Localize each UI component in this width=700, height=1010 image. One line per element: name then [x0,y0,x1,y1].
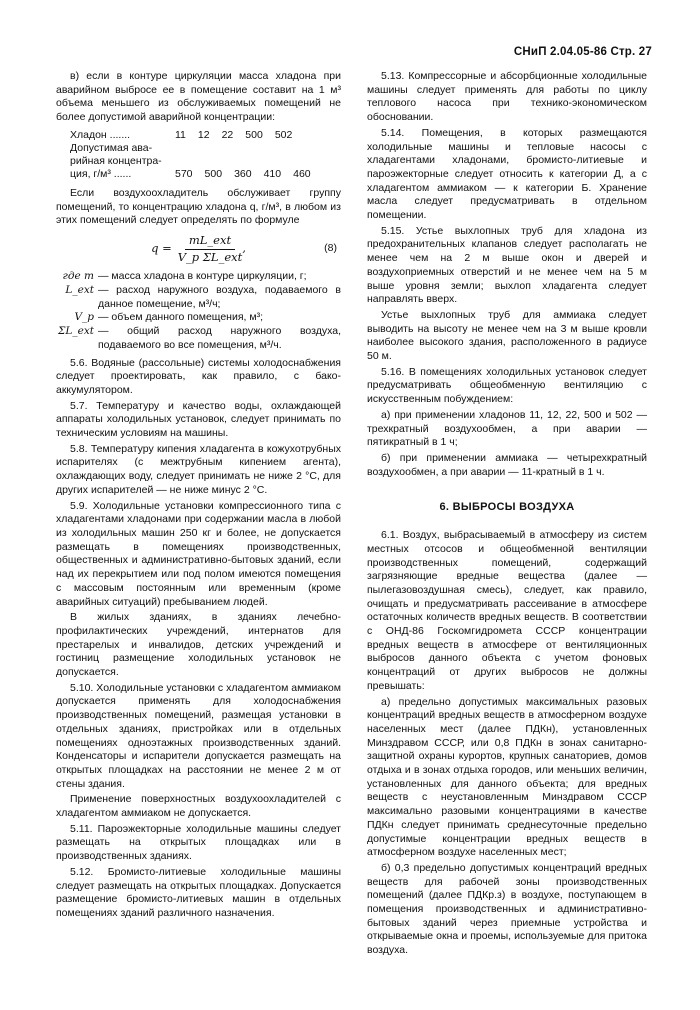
definition-symbol: ΣL_ext [57,325,94,338]
left-column [56,70,341,923]
table-row [70,168,341,181]
clause-5-14: 5.14. Помещения, в которых размещаются холодильные машины и тепловые насосы с хладагентами хладонами, бромисто-литиевые и пароэжекторные следует относить к категории Д, а с хладагентом аммиаком — к категории Б. Хранение масла следует предусматривать в отдельном помещении. [367,126,647,222]
definition-symbol: V_p [74,311,94,324]
clause-5-16-a: а) при применении хладонов 11, 12, 22, 500 и 502 — трехкратный воздухообмен, а при аварии — пятикратный в 1 ч; [367,408,647,449]
clause-5-15: 5.15. Устье выхлопных труб для хладона из предохранительных клапанов следует располагать не менее чем на 2 м выше окон и дверей и воздухоприемных отверстий и не менее чем на 5 м выше уровня земли; выхлоп хладагента следует направлять вверх. [367,224,647,306]
definition-item [56,311,341,325]
clause-5-16-b: б) при применении аммиака — четырехкратный воздухообмен, а при аварии — 11-кратный в 1 ч. [367,451,647,478]
table-label-concentration-b: рийная концентра- [70,154,162,167]
clause-6-1: 6.1. Воздух, выбрасываемый в атмосферу из систем местных отсосов и общеобменной вентиляции производственных помещений, содержащий загрязняющие вредные вещества (далее — пылегазовоздушная смесь), следует, как правило, очищать и предусматривать рассеивание в атмосфере остаточных количеств вредных веществ. В соответствии с ОНД-86 Госкомгидромета СССР концентрации вредных веществ в атмосфере от вентиляционных выбросов данного объекта с учетом фоновых концентраций от других выбросов не должны превышать: [367,529,647,692]
definition-item [56,284,341,311]
clause-5-9: 5.9. Холодильные установки компрессионного типа с хладагентами хладонами при содержании масла в любой из холодильных машин 250 кг и более, не допускается размещать в помещениях производственных, общественных и административно-бытовых зданий, если над их перекрытием или под полом имеются помещения с массовым постоянным или временным (кроме аварийных ситуаций) пребыванием людей. [56,499,341,608]
paragraph-v: в) если в контуре циркуляции масса хладона при аварийном выбросе ее в помещение составит на 1 м³ объема меньшего из обслуживаемых помещений не более допустимой аварийной концентрации: [56,70,341,124]
formula-denominator: V_p ΣL_ext [177,249,243,264]
clause-5-8: 5.8. Температуру кипения хладагента в кожухотрубных испарителях (с межтрубным кипением агента), охлаждающих воду, следует принимать не ниже 2 °С, для других испарителей — не ниже минус 2 °С. [56,442,341,496]
formula-number: (8) [324,242,337,255]
clause-5-10: 5.10. Холодильные установки с хладагентом аммиаком допускается применять для холодоснабжения производственных помещений, размещая установки в отдельных зданиях, пристройках или в отдельных помещениях одноэтажных производственных зданий. Конденсаторы и испарители допускается размещать на открытых площадках на расстоянии не менее 2 м от стены здания. [56,681,341,790]
table-cell: 500 [204,167,223,180]
table-label-concentration-c: ция, г/м³ ...... [70,167,132,180]
clause-5-6: 5.6. Водяные (рассольные) системы холодоснабжения следует проектировать, как правило, с бако-аккумулятором. [56,356,341,396]
table-label-refrigerant: Хладон ....... [70,128,131,141]
right-column [367,70,647,960]
clause-5-15-continued: Устье выхлопных труб для аммиака следует выводить на высоту не менее чем на 3 м выше кровли наиболее высокого здания, расположенного в радиусе 50 м. [367,308,647,363]
definition-item [56,270,341,284]
clause-5-16: 5.16. В помещениях холодильных установок следует предусматривать общеобменную вентиляцию с искусственным побуждением: [367,365,647,406]
clause-5-10-continued: Применение поверхностных воздухоохладителей с хладагентом аммиаком не допускается. [56,793,341,820]
definition-text: — расход наружного воздуха, подаваемого в данное помещение, м³/ч; [98,284,341,310]
formula-tail: , [242,241,246,256]
definition-text: — объем данного помещения, м³; [98,311,263,324]
clause-5-7: 5.7. Температуру и качество воды, охлаждающей аппараты холодильных установок, следует принимать по техническим условиям на машины. [56,399,341,440]
clause-6-1-a: а) предельно допустимых максимальных разовых концентраций вредных веществ в атмосферном воздухе населенных мест (далее ПДКн), установленных Минздравом СССР, или 0,8 ПДКн в зонах санитарно-защитной охраны курортов, крупных санаториев, домов отдыха и в зонах отдыха городов, или меньших величин, установленных для данного объекта; для вредных веществ с неустановленным Минздравом СССР максимально разовыми концентрациями в качестве ПДКн следует принимать среднесуточные предельно допустимые концентрации вредных веществ в атмосферном воздухе населенных мест; [367,695,647,859]
clause-5-11: 5.11. Пароэжекторные холодильные машины следует размещать на открытых площадках или в производственных зданиях. [56,822,341,863]
definition-symbol: L_ext [65,284,94,297]
table-cell: 570 [175,167,193,180]
table-cell: 410 [263,167,282,180]
table-row [70,129,341,142]
definition-text: — общий расход наружного воздуха, подаваемого во все помещения, м³/ч. [98,325,341,351]
page-header: СНиП 2.04.05-86 Стр. 27 [513,46,652,58]
clause-6-1-b: б) 0,3 предельно допустимых концентраций вредных веществ для рабочей зоны производственных помещений (далее ПДКр.з) в воздухе, поступающем в помещения производственных и административно-бытовых зданий через приемные устройства и открываемые окна и проемы, используемые для притока воздуха. [367,861,647,957]
definition-text: — масса хладона в контуре циркуляции, г; [98,270,307,283]
table-row [70,142,341,155]
paragraph-group-rooms: Если воздухоохладитель обслуживает группу помещений, то концентрацию хладона q, г/м³, в любом из этих помещений следует определять по формуле [56,186,341,227]
table-cell: 11 [175,128,186,141]
table-cell: 502 [274,128,293,141]
clause-5-12: 5.12. Бромисто-литиевые холодильные машины следует размещать на открытых площадках. Допускается размещение бромисто-литиевых машин в отдельных помещениях зданий различного назначения. [56,865,341,919]
table-cell: 12 [197,128,210,141]
formula-lhs: q = [151,241,172,256]
formula-8 [56,234,341,264]
table-cell: 460 [293,167,311,180]
clause-5-13: 5.13. Компрессорные и абсорбционные холодильные машины следует применять для работы по циклу теплового насоса при технико-экономическом обосновании. [367,70,647,124]
table-cell: 22 [221,128,234,141]
table-cell: 360 [234,167,252,180]
formula-numerator: mL_ext [185,234,235,250]
definition-symbol: где m [62,270,94,283]
section-title: 6. ВЫБРОСЫ ВОЗДУХА [439,501,575,514]
clause-5-9-continued: В жилых зданиях, в зданиях лечебно-профилактических учреждений, интернатов для престарелых и инвалидов, детских учреждений и гостиниц размещение холодильных установок не допускается. [56,611,341,679]
table-label-concentration-a: Допустимая ава- [70,141,153,154]
table-row [70,155,341,168]
table-cell: 500 [245,128,263,141]
formula-definitions [56,270,341,352]
definition-item [56,325,341,352]
refrigerant-table [70,129,341,181]
